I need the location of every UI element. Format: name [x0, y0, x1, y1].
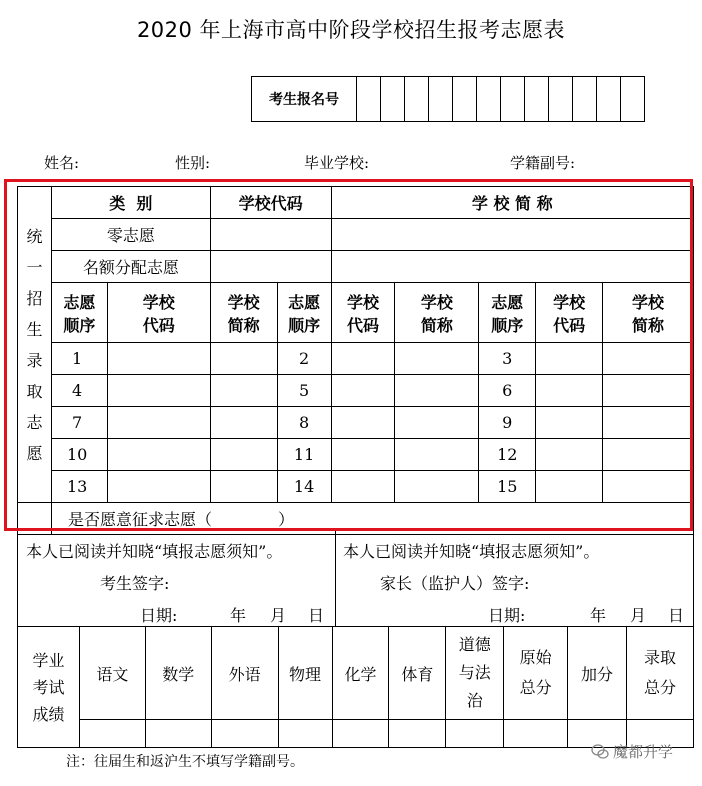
name-label: 姓名: [44, 154, 80, 172]
reg-digit-box[interactable] [453, 77, 477, 121]
reg-digit-box[interactable] [549, 77, 573, 121]
wish-order-number: 10 [51, 439, 107, 471]
reg-digit-box[interactable] [381, 77, 405, 121]
subject-morality-law: 道德 与法 治 [446, 627, 504, 720]
form-title: 2020 年上海市高中阶段学校招生报考志愿表 [136, 18, 566, 42]
gender-label: 性别: [175, 154, 211, 172]
watermark [591, 741, 673, 762]
student-date-year: 年 [230, 606, 247, 625]
student-read-statement: 本人已阅读并知晓“填报志愿须知”。 [26, 542, 283, 561]
bonus-header: 加分 [568, 627, 627, 720]
wish-order-number: 1 [51, 343, 107, 375]
school-code-subheader: 学校 代码 [536, 283, 603, 343]
score-cell[interactable] [446, 720, 504, 748]
graduating-school-label: 毕业学校: [304, 154, 370, 172]
score-cell[interactable] [211, 720, 278, 748]
raw-total-header: 原始 总分 [504, 627, 568, 720]
watermark-text: 魔都升学 [613, 743, 674, 761]
score-cell[interactable] [389, 720, 446, 748]
reg-digit-box[interactable] [405, 77, 429, 121]
student-id-label: 学籍副号: [510, 154, 576, 172]
wechat-icon [591, 744, 609, 760]
school-short-subheader: 学校 简称 [210, 283, 277, 343]
registration-number-label: 考生报名号 [252, 77, 357, 121]
wish-order-number: 8 [277, 407, 331, 439]
parent-date-month: 月 [630, 606, 647, 625]
score-table [17, 626, 694, 748]
student-date-label: 日期: [140, 606, 178, 625]
reg-digit-box[interactable] [597, 77, 621, 121]
parent-read-statement: 本人已阅读并知晓“填报志愿须知”。 [343, 542, 600, 561]
wish-order-number: 7 [51, 407, 107, 439]
subject-chemistry: 化学 [332, 627, 389, 720]
subject-foreign-language: 外语 [211, 627, 278, 720]
school-code-header: 学校代码 [210, 187, 331, 219]
reg-digit-box[interactable] [477, 77, 501, 121]
admission-total-header: 录取 总分 [627, 627, 694, 720]
wish-order-number: 15 [479, 471, 536, 503]
school-short-subheader: 学校 简称 [395, 283, 479, 343]
parent-signature-label: 家长（监护人）签字: [380, 574, 530, 593]
category-header: 类 别 [51, 187, 210, 219]
wish-order-number: 9 [479, 407, 536, 439]
registration-number-box [251, 76, 645, 122]
quota-wish-label: 名额分配志愿 [51, 251, 210, 283]
reg-digit-box[interactable] [525, 77, 549, 121]
school-short-header: 学 校 简 称 [331, 187, 693, 219]
wish-order-header: 志愿 顺序 [277, 283, 331, 343]
wish-order-number: 5 [277, 375, 331, 407]
subject-math: 数学 [145, 627, 211, 720]
footnote: 注：往届生和返沪生不填写学籍副号。 [66, 754, 304, 770]
parent-date-day: 日 [668, 606, 685, 625]
reg-digit-box[interactable] [501, 77, 525, 121]
solicit-wish-field[interactable]: 是否愿意征求志愿（ ） [51, 503, 693, 535]
subject-physics: 物理 [278, 627, 332, 720]
wish-order-header: 志愿 顺序 [479, 283, 536, 343]
subject-pe: 体育 [389, 627, 446, 720]
parent-date-label: 日期: [488, 606, 526, 625]
academic-score-label: 学业 考试 成绩 [18, 627, 80, 748]
wish-order-number: 4 [51, 375, 107, 407]
wish-order-header: 志愿 顺序 [51, 283, 107, 343]
reg-digit-box[interactable] [357, 77, 381, 121]
reg-digit-box[interactable] [621, 77, 644, 121]
wish-order-number: 11 [277, 439, 331, 471]
wish-order-number: 14 [277, 471, 331, 503]
student-signature-label: 考生签字: [100, 574, 170, 593]
subject-chinese: 语文 [79, 627, 145, 720]
wish-order-number: 3 [479, 343, 536, 375]
wish-order-number: 6 [479, 375, 536, 407]
signature-section [17, 531, 694, 627]
score-cell[interactable] [332, 720, 389, 748]
score-cell[interactable] [504, 720, 568, 748]
reg-digit-box[interactable] [573, 77, 597, 121]
student-date-month: 月 [270, 606, 287, 625]
score-cell[interactable] [278, 720, 332, 748]
school-code-subheader: 学校 代码 [331, 283, 395, 343]
wish-order-number: 12 [479, 439, 536, 471]
score-cell[interactable] [79, 720, 145, 748]
highlight-frame [4, 179, 693, 531]
parent-date-year: 年 [590, 606, 607, 625]
unified-admission-label: 统 一 招 生 录 取 志 愿 [18, 187, 52, 503]
school-short-subheader: 学校 简称 [603, 283, 694, 343]
wish-order-number: 13 [51, 471, 107, 503]
score-cell[interactable] [145, 720, 211, 748]
reg-digit-box[interactable] [429, 77, 453, 121]
zero-wish-label: 零志愿 [51, 219, 210, 251]
school-code-subheader: 学校 代码 [107, 283, 210, 343]
wish-order-number: 2 [277, 343, 331, 375]
student-date-day: 日 [308, 606, 325, 625]
